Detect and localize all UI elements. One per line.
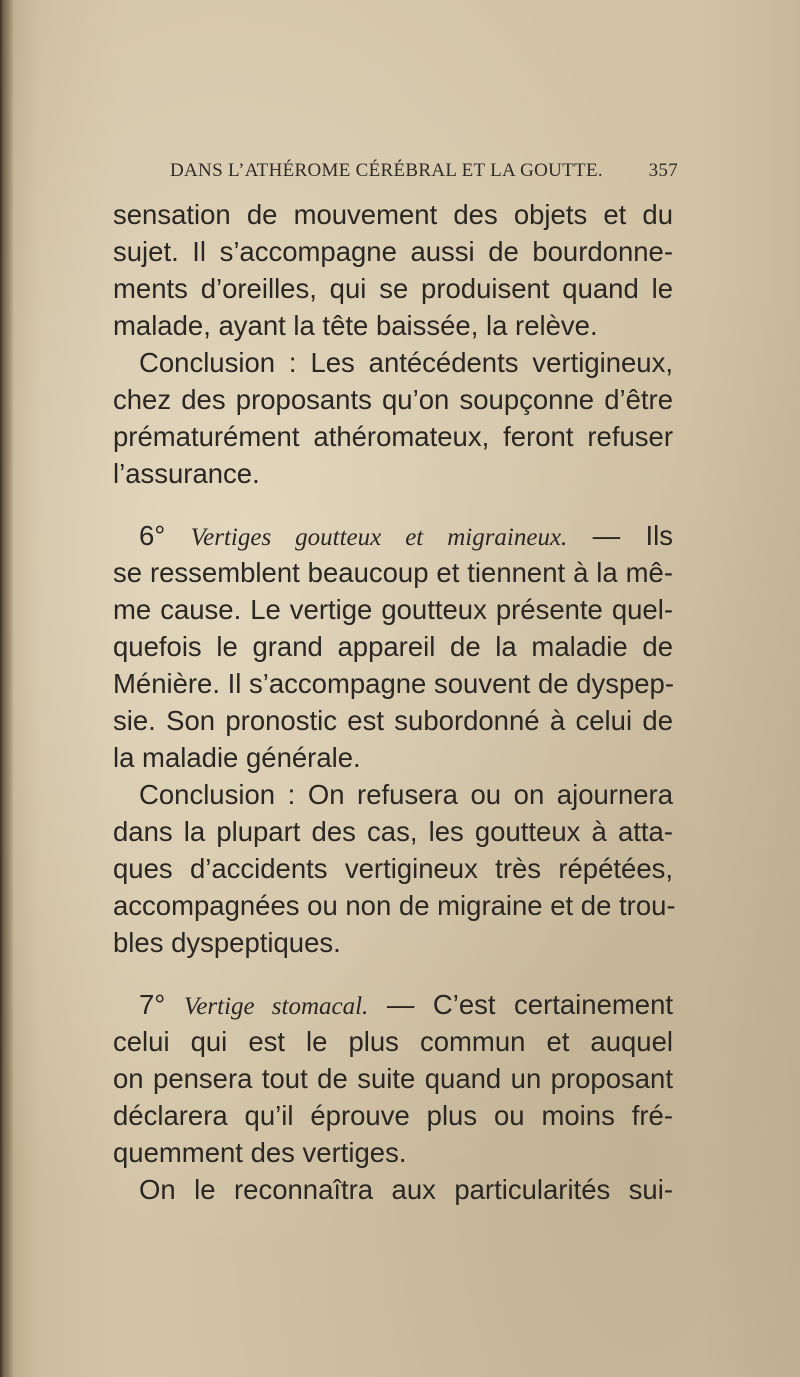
page-number: 357	[648, 160, 678, 181]
text-line: sujet. Il s’accompagne aussi de bourdonne-	[113, 236, 673, 267]
text-line: sie. Son pronostic est subordonné à celui de	[113, 705, 673, 736]
section-heading-line	[113, 986, 673, 1023]
text-line: la maladie générale.	[113, 742, 361, 773]
running-head	[170, 160, 678, 190]
binding-shadow	[0, 0, 14, 1377]
text-line: ments d’oreilles, qui se produisent quand le	[113, 273, 673, 304]
text-line: Ménière. Il s’accompagne souvent de dyspep-	[113, 668, 675, 699]
text-line: malade, ayant la tête baissée, la relève.	[113, 310, 598, 341]
section-heading-line	[113, 517, 673, 554]
section-number: 7°	[139, 989, 166, 1020]
text-line: Conclusion : Les antécédents vertigineux,	[139, 347, 673, 378]
text-line: déclarera qu’il éprouve plus ou moins fré-	[113, 1100, 673, 1131]
text-line: Conclusion : On refusera ou on ajournera	[139, 779, 673, 810]
text-line: bles dyspeptiques.	[113, 927, 341, 958]
section-number: 6°	[139, 520, 166, 551]
text-line: dans la plupart des cas, les goutteux à atta-	[113, 816, 673, 847]
section-heading-rest: — C’est certainement	[386, 989, 674, 1020]
section-heading: Vertige stomacal.	[183, 993, 369, 1020]
text-line: On le reconnaîtra aux particularités sui-	[139, 1174, 673, 1205]
running-head-title: DANS L’ATHÉROME CÉRÉBRAL ET LA GOUTTE.	[170, 160, 603, 181]
text-line: accompagnées ou non de migraine et de trou-	[113, 890, 676, 921]
text-line: me cause. Le vertige goutteux présente quel-	[113, 594, 673, 625]
paragraph-gap	[113, 961, 673, 986]
section-heading: Vertiges goutteux et migraineux.	[190, 524, 568, 551]
text-line: quemment des vertiges.	[113, 1137, 407, 1168]
text-line: chez des proposants qu’on soupçonne d’être	[113, 384, 673, 415]
text-line: on pensera tout de suite quand un proposant	[113, 1063, 673, 1094]
paragraph-gap	[113, 492, 673, 517]
text-line: ques d’accidents vertigineux très répétées,	[113, 853, 673, 884]
text-line: sensation de mouvement des objets et du	[113, 199, 673, 230]
section-heading-rest: — Ils	[592, 520, 674, 551]
text-line: l’assurance.	[113, 458, 260, 489]
text-line: se ressemblent beaucoup et tiennent à la mê-	[113, 557, 673, 588]
body-text	[113, 196, 676, 1208]
text-line: quefois le grand appareil de la maladie de	[113, 631, 673, 662]
text-line: prématurément athéromateux, feront refuser	[113, 421, 673, 452]
text-line: celui qui est le plus commun et auquel	[113, 1026, 673, 1057]
